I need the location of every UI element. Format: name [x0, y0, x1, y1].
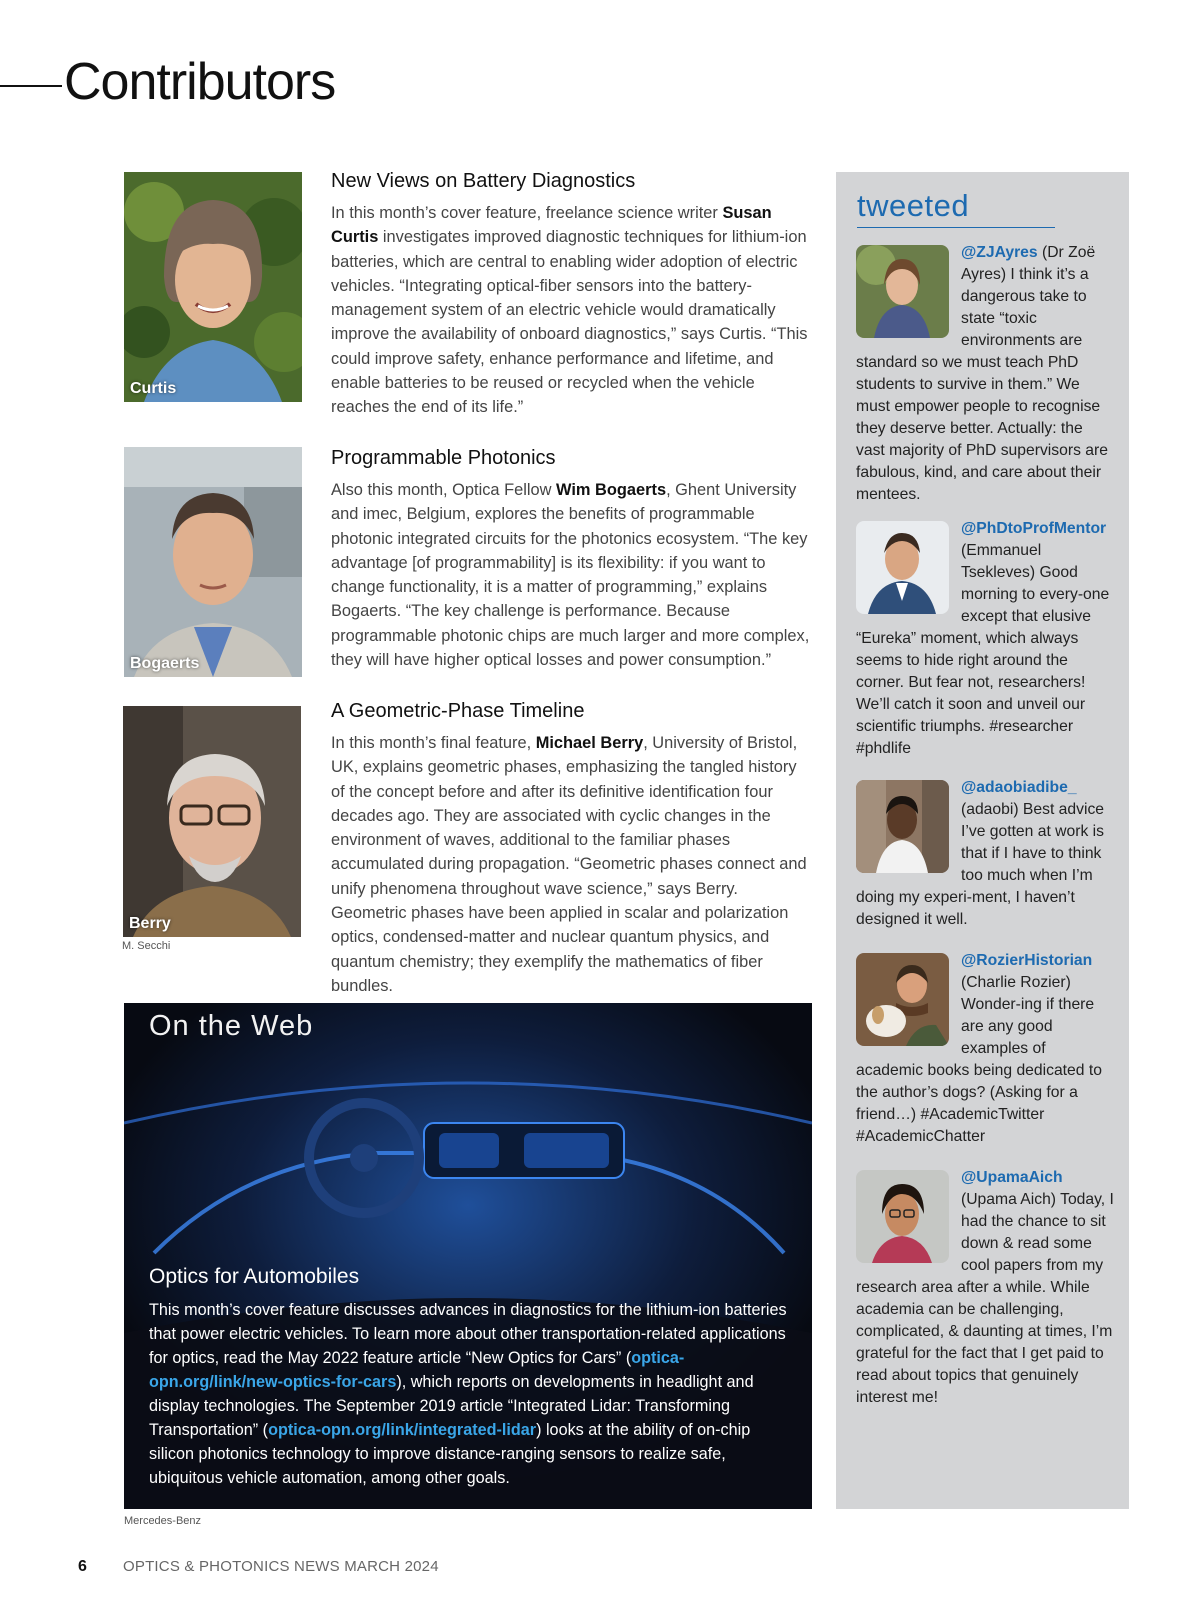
on-the-web-title: On the Web [149, 1010, 314, 1042]
tweet-text: (Charlie Rozier) Wonder-ing if there are any good examples of academic books being dedicated to the author’s dogs? (Asking for a friend…) #AcademicTwitter #AcademicChatter [856, 974, 1102, 1145]
avatar [856, 245, 949, 338]
tweet-text: (adaobi) Best advice I’ve gotten at work is that if I have to think too much when I’m doing my experi-ment, I haven’t designed it well. [856, 801, 1105, 928]
article-geometric-phase [331, 700, 811, 998]
photo-curtis [124, 172, 302, 402]
photo-label-bogaerts: Bogaerts [130, 655, 200, 672]
avatar [856, 1170, 949, 1263]
page-number: 6 [78, 1558, 87, 1575]
article-body: Also this month, Optica Fellow Wim Bogaerts, Ghent University and imec, Belgium, explores the benefits of programmable photonic integrated circuits for the photonics ecosystem. “The key advantage [of programmability] is its flexibility: if you want to change functionality, it is a matter of programming,” explains Bogaerts. “The key challenge is performance. Because programmable photonic chips are much larger and more complex, they will have higher optical losses and power consumption.” [331, 481, 810, 670]
author-name: Wim Bogaerts [556, 481, 667, 499]
photo-label-curtis: Curtis [130, 380, 177, 397]
article-heading: Programmable Photonics [331, 447, 556, 469]
on-the-web-heading: Optics for Automobiles [149, 1265, 360, 1288]
author-name: Michael Berry [535, 734, 644, 752]
tweet [856, 950, 1114, 1148]
on-the-web-box [124, 1003, 812, 1509]
tweet [856, 1167, 1114, 1409]
article-body: In this month’s final feature, Michael Berry, University of Bristol, UK, explains geometric phases, emphasizing the tangled history of the concept before and after its definitive identification four decades ago. They are associated with cyclic changes in the environment of waves, additional to the familiar phases accumulated during propagation. “Geometric phases connect and unify phenomena throughout wave science,” says Berry. Geometric phases have been applied in scalar and polarization optics, condensed-matter and nuclear quantum physics, and quantum chemistry; they exemplify the mathematics of fiber bundles. [331, 734, 807, 995]
tweet-text: (Dr Zoë Ayres) I think it’s a dangerous take to state “toxic environments are standard so we must teach PhD students to survive in them.” We must empower people to recognise they deserve better. Actually: the vast majority of PhD supervisors are fabulous, kind, and care about their mentees. [856, 244, 1108, 503]
image-credit-mercedes: Mercedes-Benz [124, 1515, 202, 1527]
photo-credit-berry: M. Secchi [122, 940, 171, 952]
tweet-text: (Emmanuel Tsekleves) Good morning to every-one except that elusive “Eureka” moment, which always seems to hide right around the corner. But fear not, researchers! We’ll catch it soon and unveil our scientific triumphs. #researcher #phdlife [856, 542, 1110, 757]
article-heading: A Geometric-Phase Timeline [331, 700, 585, 722]
link-new-optics-for-cars[interactable]: optica-opn.org/link/new-optics-for-cars [149, 1349, 685, 1391]
title-rule [0, 85, 62, 87]
tweet-text: (Upama Aich) Today, I had the chance to sit down & read some cool papers from my research area after a while. While academia can be challenging, complicated, & daunting at times, I’m grateful for the fact that I get paid to read about topics that genuinely interest me! [856, 1191, 1114, 1406]
photo-berry [123, 706, 301, 937]
article-body: In this month’s cover feature, freelance science writer Susan Curtis investigates improved diagnostic techniques for lithium-ion batteries, which are central to enabling wider adoption of electric vehicles. “Integrating optical-fiber sensors into the battery-management system of an electric vehicle would dramatically improve the availability of onboard diagnostics,” says Curtis. “This could improve safety, enhance performance and lifetime, and enable batteries to be reused or recycled when the vehicle reaches the end of its life.” [331, 204, 808, 417]
tweet-handle[interactable]: @adaobiadibe_ [961, 779, 1077, 796]
publication-footer: OPTICS & PHOTONICS NEWS MARCH 2024 [123, 1558, 439, 1575]
on-the-web-text: This month’s cover feature discusses advances in diagnostics for the lithium-ion batteries that power electric vehicles. To learn more about other transportation-related applications for optics, read the May 2022 feature article “New Optics for Cars” (optica-opn.org/link/new-optics-for-cars), which reports on developments in headlight and display technologies. The September 2019 article “Integrated Lidar: Transforming Transportation” (optica-opn.org/link/integrated-lidar) looks at the ability of on-chip silicon photonics technology to improve distance-ranging sensors to realize safe, ubiquitous vehicle automation, among other goals. [149, 1301, 787, 1487]
tweeted-sidebar [836, 172, 1129, 1509]
article-battery-diagnostics [331, 170, 811, 420]
avatar [856, 780, 949, 873]
tweeted-rule [857, 227, 1055, 228]
tweet-handle[interactable]: @RozierHistorian [961, 952, 1093, 969]
tweet-handle[interactable]: @PhDtoProfMentor [961, 520, 1107, 537]
tweet [856, 242, 1114, 506]
author-name: Susan Curtis [331, 204, 772, 247]
avatar [856, 521, 949, 614]
article-programmable-photonics [331, 447, 811, 672]
tweet-handle[interactable]: @UpamaAich [961, 1169, 1063, 1186]
tweet [856, 777, 1114, 931]
photo-bogaerts [124, 447, 302, 677]
photo-label-berry: Berry [129, 915, 171, 932]
tweet [856, 518, 1114, 760]
avatar [856, 953, 949, 1046]
tweet-handle[interactable]: @ZJAyres [961, 244, 1038, 261]
link-integrated-lidar[interactable]: optica-opn.org/link/integrated-lidar [268, 1421, 537, 1439]
tweeted-title: tweeted [857, 188, 970, 223]
page-title: Contributors [64, 53, 336, 111]
article-heading: New Views on Battery Diagnostics [331, 170, 636, 192]
